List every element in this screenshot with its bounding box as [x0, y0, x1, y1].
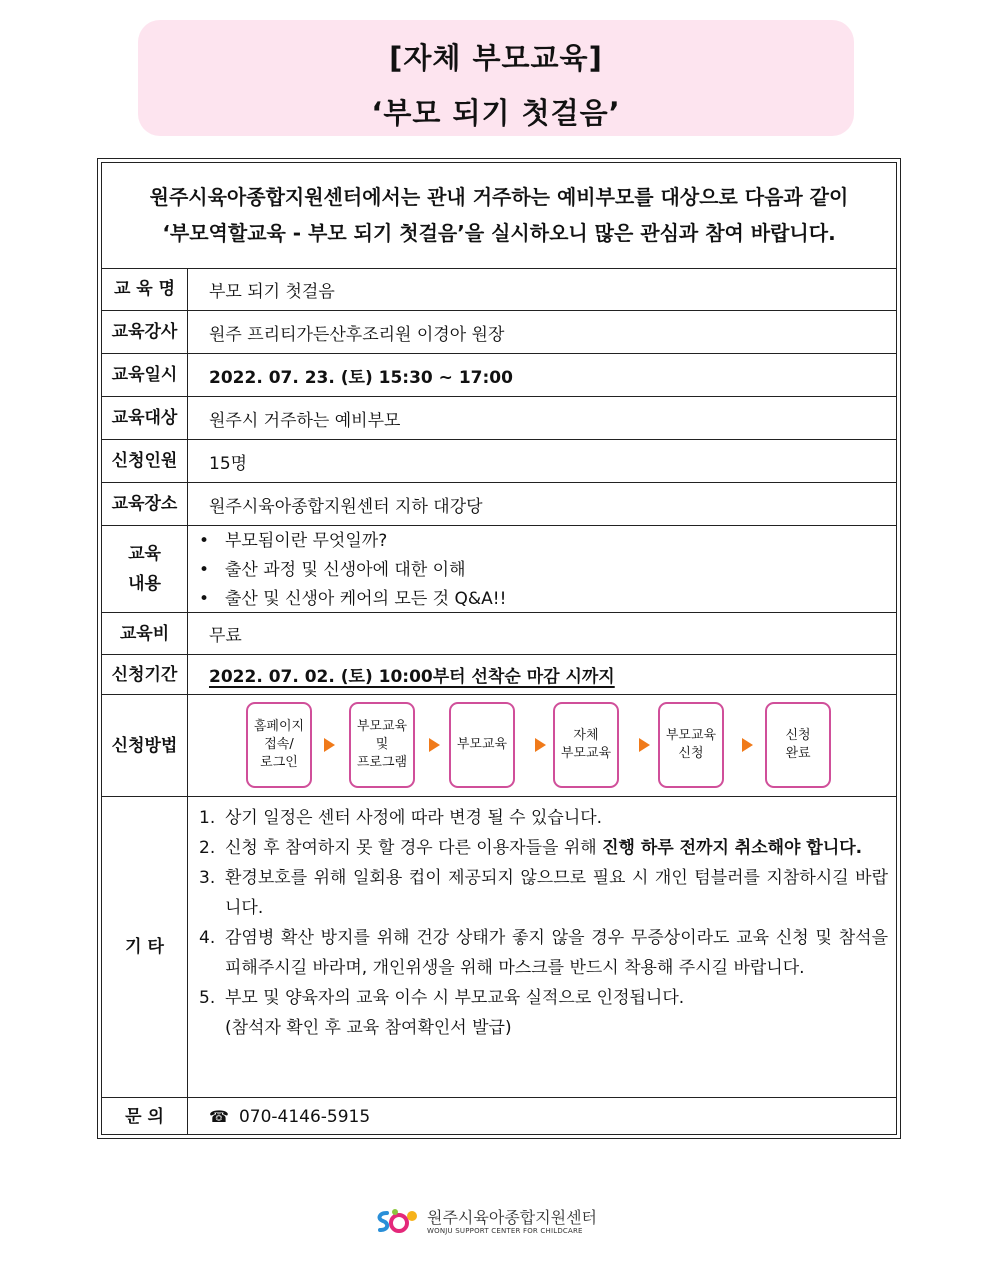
bullet-icon: •	[199, 589, 210, 609]
note-text: 환경보호를 위해 일회용 컵이 제공되지 않으므로 필요 시 개인 텀블러를 지참하시길 바랍니다.	[225, 868, 888, 918]
list-item-text: 출산 과정 및 신생아에 대한 이해	[225, 560, 466, 580]
row-contact-value	[209, 1098, 888, 1135]
row-method	[102, 695, 896, 797]
row-datetime-label: 교육일시	[102, 354, 188, 396]
row-target-value: 원주시 거주하는 예비부모	[209, 410, 401, 431]
arrow-right-icon	[324, 738, 335, 752]
row-lecturer	[102, 311, 896, 354]
note-subtext: (참석자 확인 후 교육 참여확인서 발급)	[225, 1018, 512, 1038]
list-item-text: 부모됨이란 무엇일까?	[225, 531, 388, 551]
row-capacity	[102, 440, 896, 483]
arrow-right-icon	[742, 738, 753, 752]
footer-logo	[373, 1203, 613, 1239]
bullet-icon: •	[199, 560, 210, 580]
note-text-emphasis: 진행 하루 전까지 취소해야 합니다.	[602, 838, 863, 858]
step-label: 홈페이지 접속/ 로그인	[253, 719, 305, 770]
step-label: 신청 완료	[785, 728, 811, 761]
title-banner	[138, 20, 854, 136]
step-box	[553, 702, 619, 788]
row-fee-label: 교육비	[102, 613, 188, 654]
row-name-value: 부모 되기 첫걸음	[209, 281, 335, 302]
row-content-label-line2: 내용	[128, 574, 161, 594]
logo-name: 원주시육아종합지원센터	[427, 1208, 598, 1227]
note-number: 1.	[199, 808, 216, 828]
intro-text	[102, 163, 896, 269]
note-item	[199, 863, 888, 923]
list-item	[199, 556, 888, 585]
row-datetime-value: 2022. 07. 23. (토) 15:30 ~ 17:00	[209, 367, 513, 388]
row-content-label-line1: 교육	[128, 544, 161, 564]
note-text: 상기 일정은 센터 사정에 따라 변경 될 수 있습니다.	[225, 808, 603, 828]
note-number: 4.	[199, 928, 216, 948]
row-capacity-value: 15명	[209, 453, 248, 474]
row-name-label: 교 육 명	[102, 268, 188, 310]
note-item	[199, 923, 888, 983]
note-number: 2.	[199, 838, 216, 858]
note-item	[199, 983, 888, 1013]
info-table-frame	[97, 158, 901, 1139]
step-label: 부모교육 및 프로그램	[356, 719, 408, 770]
note-item	[199, 833, 888, 863]
row-period-label: 신청기간	[102, 655, 188, 694]
method-steps	[246, 702, 846, 788]
logo-subtitle: WONJU SUPPORT CENTER FOR CHILDCARE	[427, 1227, 583, 1235]
row-contact-label: 문 의	[102, 1098, 188, 1135]
arrow-right-icon	[639, 738, 650, 752]
step-box	[658, 702, 724, 788]
row-period	[102, 655, 896, 695]
arrow-right-icon	[535, 738, 546, 752]
note-text: 부모 및 양육자의 교육 이수 시 부모교육 실적으로 인정됩니다.	[225, 988, 685, 1008]
step-label: 부모교육 신청	[665, 728, 717, 761]
row-place-label: 교육장소	[102, 483, 188, 525]
step-box	[246, 702, 312, 788]
list-item	[199, 527, 888, 556]
content-list	[199, 526, 888, 612]
row-target-label: 교육대상	[102, 397, 188, 439]
row-method-label: 신청방법	[102, 695, 188, 796]
notes-list	[199, 797, 888, 1097]
note-item	[199, 803, 888, 833]
title-line2: ‘부모 되기 첫걸음’	[371, 96, 621, 130]
row-capacity-label: 신청인원	[102, 440, 188, 482]
title-line1: [자체 부모교육]	[389, 41, 603, 75]
note-text	[225, 833, 888, 863]
row-content-label	[102, 526, 188, 612]
intro-line1: 원주시육아종합지원센터에서는 관내 거주하는 예비부모를 대상으로 다음과 같이	[149, 185, 849, 209]
center-logo-icon	[373, 1205, 423, 1237]
step-box	[449, 702, 515, 788]
note-number: 5.	[199, 988, 216, 1008]
list-item-text: 출산 및 신생아 케어의 모든 것 Q&A!!	[225, 589, 507, 609]
row-fee-value: 무료	[209, 626, 242, 646]
note-text: 감염병 확산 방지를 위해 건강 상태가 좋지 않을 경우 무증상이라도 교육 신청 및 참석을 피해주시길 바라며, 개인위생을 위해 마스크를 반드시 착용해 주시길 바랍니다.	[225, 928, 888, 978]
row-period-text: 2022. 07. 02. (토) 10:00부터 선착순 마감 시까지	[209, 667, 615, 687]
step-box	[349, 702, 415, 788]
bullet-icon: •	[199, 531, 210, 551]
row-period-value	[209, 655, 888, 694]
phone-number: 070-4146-5915	[238, 1106, 371, 1127]
step-label: 자체 부모교육	[560, 728, 612, 761]
row-lecturer-value: 원주 프리티가든산후조리원 이경아 원장	[209, 324, 505, 345]
row-lecturer-label: 교육강사	[102, 311, 188, 353]
row-content	[102, 526, 896, 613]
row-name	[102, 268, 896, 311]
row-etc	[102, 797, 896, 1098]
row-contact	[102, 1098, 896, 1135]
info-table	[101, 162, 897, 1135]
list-item	[199, 585, 888, 614]
row-fee	[102, 613, 896, 655]
row-target	[102, 397, 896, 440]
step-label: 부모교육	[456, 737, 508, 752]
row-etc-label: 기 타	[102, 797, 188, 1097]
intro-line2: ‘부모역할교육 - 부모 되기 첫걸음’을 실시하오니 많은 관심과 참여 바랍니다.	[162, 221, 836, 245]
note-number: 3.	[199, 868, 216, 888]
arrow-right-icon	[429, 738, 440, 752]
row-place	[102, 483, 896, 526]
step-box	[765, 702, 831, 788]
phone-icon: ☎	[209, 1107, 229, 1126]
row-datetime	[102, 354, 896, 397]
row-place-value: 원주시육아종합지원센터 지하 대강당	[209, 496, 483, 517]
note-text-part: 신청 후 참여하지 못 할 경우 다른 이용자들을 위해	[225, 838, 603, 858]
